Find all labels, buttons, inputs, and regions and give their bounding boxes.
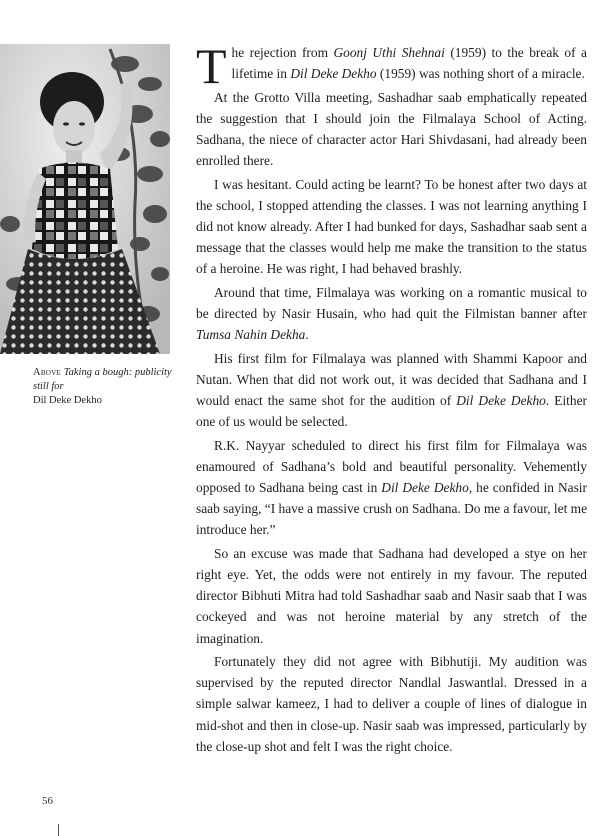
text-run: . Either one of us would be selected. [196, 393, 587, 430]
body-paragraph [196, 543, 587, 649]
body-paragraph [196, 651, 587, 757]
text-run: So an excuse was made that Sadhana had developed a stye on her right eye. Yet, the odds were not entirely in my favour. The reputed director Bibhuti Mitra had told Sashadhar saab and Nasir saab that I was cockeyed and was not heroine material by any stretch of the imagination. [196, 545, 587, 646]
caption-text: Taking a bough: publicity still for [33, 367, 172, 392]
text-run: Around that time, Filmalaya was working on a romantic musical to be directed by Nasir Husain, who had quit the Filmistan banner after [196, 284, 587, 321]
film-title: Dil Deke Dekho [456, 393, 546, 408]
text-run: (1959) was nothing short of a miracle. [376, 66, 585, 82]
film-title: Dil Deke Dekho [381, 480, 469, 495]
drop-cap: T [196, 38, 227, 94]
film-title: Tumsa Nahin Dekha [196, 327, 306, 343]
publicity-photo [0, 44, 170, 354]
caption-label: Above [33, 367, 62, 378]
body-paragraph [196, 282, 587, 346]
text-run: , he confided in Nasir saab saying, “I have a massive crush on Sadhana. Do me a favour, let me introduce her.” [196, 480, 588, 538]
text-run: he rejection from [231, 45, 334, 60]
body-paragraph [196, 348, 587, 433]
text-run: I was hesitant. Could acting be learnt? To be honest after two days at the school, I stopped attending the classes. I was not learning anything I did not know already. After I had bunked for days, Sashadhar saab sent a message that the classes would help me make the transition to the status of a heroine. He was right, I had behaved brashly. [196, 176, 587, 277]
text-run: Fortunately they did not agree with Bibhutiji. My audition was supervised by the reputed director Nandlal Jaswantlal. Dressed in a simple salwar kameez, I had to deliver a couple of lines of dialogue in mid-shot and then in close-up. Nasir saab was impressed, particularly by the close-up shot and felt I was the right choice. [196, 654, 587, 754]
crop-mark [58, 824, 59, 836]
body-paragraph [196, 435, 587, 541]
body-paragraph [196, 38, 587, 94]
caption-film: Dil Deke Dekho [33, 395, 102, 406]
photo-caption [33, 366, 173, 408]
film-title: Dil Deke Dekho [290, 66, 377, 82]
body-text [196, 38, 588, 759]
text-run: (1959) to the break of a lifetime in [231, 45, 587, 82]
text-run: At the Grotto Villa meeting, Sashadhar saab emphatically repeated the suggestion that I should join the Filmalaya School of Acting. Sadhana, the niece of character actor Hari Shivdasani, had already been enrolled there. [196, 89, 587, 169]
text-run: R.K. Nayyar scheduled to direct his first film for Filmalaya was enamoured of Sadhana’s bold and beautiful personality. Vehemently opposed to Sadhana being cast in [196, 437, 587, 495]
body-paragraph [196, 87, 587, 172]
film-title: Goonj Uthi Shehnai [333, 45, 445, 60]
page-number: 56 [42, 795, 53, 807]
body-paragraph [196, 174, 587, 280]
text-run: His first film for Filmalaya was planned with Shammi Kapoor and Nutan. When that did not work out, it was decided that Sadhana and I would enact the same shot for the audition of [196, 350, 587, 408]
text-run: . [305, 327, 309, 343]
